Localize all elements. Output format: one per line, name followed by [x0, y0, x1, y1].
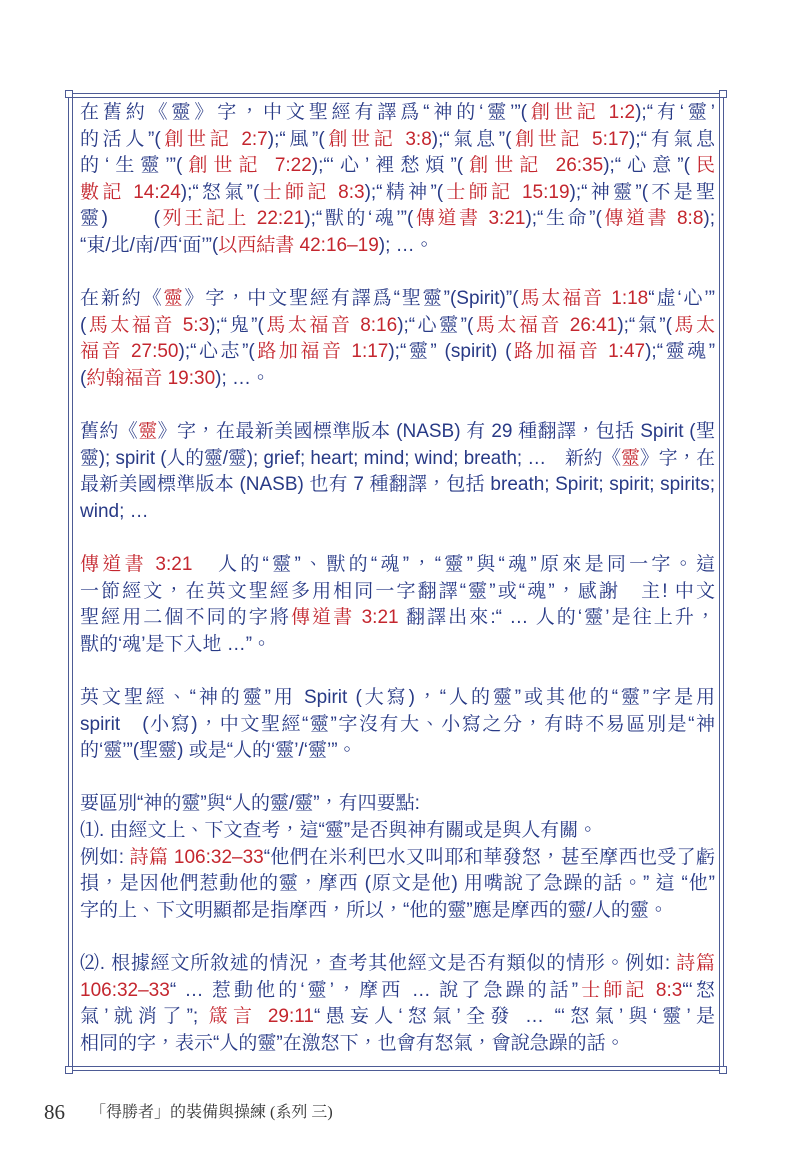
highlighted-text: 箴言 29:11 — [208, 1006, 314, 1028]
text-segment: );“氣息”( — [431, 128, 512, 150]
text-segment: );“怒氣”( — [180, 181, 260, 203]
highlighted-text: 靈 — [138, 421, 158, 443]
text-line — [80, 100, 715, 127]
text-segment: );“神靈”(不是聖 — [569, 181, 715, 203]
highlighted-text: 馬太 — [671, 314, 715, 336]
frame-corner-ornament-top-left — [66, 91, 73, 98]
paragraph-block — [80, 286, 715, 392]
text-line — [80, 871, 715, 898]
text-segment: ⑵. 根據經文所敘述的情況，查考其他經文是否有類似的情形。例如: — [80, 953, 677, 974]
text-segment: );“獸的‘魂’”( — [304, 208, 414, 230]
text-segment: );“有氣息 — [629, 128, 716, 150]
text-segment: “ … 惹動他的‘靈’，摩西 … 說了急躁的話” — [169, 979, 579, 1001]
frame-corner-ornament-bottom-left — [66, 1067, 73, 1074]
highlighted-text: 馬太福音 5:3 — [86, 314, 210, 336]
text-segment: 的活人”( — [80, 128, 161, 150]
text-segment: 損，是因他們惹動他的靈，摩西 (原文是他) 用嘴說了急躁的話。” 這 “他” — [80, 873, 715, 895]
highlighted-text: 詩篇 — [676, 953, 715, 974]
text-line — [80, 845, 715, 872]
highlighted-text: 士師記 8:3 — [259, 181, 365, 203]
highlighted-text: 馬太福音 26:41 — [473, 314, 618, 336]
text-segment: ⑴. 由經文上、下文查考，這“靈”是否與神有關或是與人有關。 — [80, 820, 598, 842]
text-line — [80, 1004, 715, 1031]
paragraph-block — [80, 818, 715, 845]
text-line — [80, 286, 715, 313]
text-segment: 人的“靈”、獸的“魂”，“靈”與“魂”原來是同一字。這 — [192, 554, 715, 576]
paragraph-block — [80, 951, 715, 1057]
highlighted-text: 士師記 15:19 — [443, 181, 570, 203]
text-segment: 翻譯出來:“ … 人的‘靈’是往上升， — [398, 607, 715, 629]
text-segment: “‘怒 — [682, 979, 715, 1001]
paragraph — [80, 791, 715, 924]
text-segment: );“心意”( — [603, 155, 690, 177]
text-line — [80, 313, 715, 340]
text-segment: );“心靈”( — [397, 314, 474, 336]
page-number: 86 — [44, 1100, 65, 1124]
text-line — [80, 632, 715, 659]
text-segment: 英文聖經、“神的靈”用 Spirit (大寫)，“人的靈”或其他的“靈”字是用 — [80, 687, 715, 709]
text-line — [80, 339, 715, 366]
text-segment: 聖經用二個不同的字將 — [80, 607, 291, 629]
highlighted-text: 靈 — [621, 447, 640, 469]
highlighted-text: 路加福音 1:17 — [254, 341, 389, 363]
highlighted-text: 民 — [689, 155, 715, 177]
text-segment: ); …。 — [378, 234, 434, 256]
text-segment: “愚妄人‘怒氣’全發 … “‘怒氣’與‘靈’是 — [314, 1006, 716, 1028]
text-segment: 要區別“神的靈”與“人的靈/靈”，有四要點: — [80, 793, 420, 815]
text-segment: );“‘心’裡愁煩”( — [311, 155, 464, 177]
text-line — [80, 605, 715, 632]
frame-corner-ornament-top-right — [720, 91, 727, 98]
page-text-body — [80, 100, 715, 1057]
highlighted-text: 創世記 2:7 — [160, 128, 268, 150]
text-segment: ); — [703, 208, 716, 230]
text-segment: 舊約《 — [80, 421, 139, 443]
highlighted-text: 創世記 26:35 — [463, 155, 604, 177]
highlighted-text: 數記 14:24 — [80, 181, 181, 203]
highlighted-text: 傳道書 3:21 — [290, 607, 399, 629]
text-line — [80, 951, 715, 978]
text-segment: );“靈魂” — [645, 341, 716, 363]
text-segment: “虛‘心’” — [648, 288, 715, 310]
highlighted-text: 創世記 1:2 — [527, 102, 636, 123]
highlighted-text: 創世記 3:8 — [324, 128, 432, 150]
highlighted-text: 士師記 8:3 — [578, 979, 683, 1001]
text-segment: 的‘生靈’”( — [80, 155, 183, 177]
text-segment: ( — [80, 367, 87, 389]
text-line — [80, 791, 715, 818]
text-line — [80, 712, 715, 739]
text-line — [80, 233, 715, 260]
text-segment: 的‘靈’”(聖靈) 或是“人的‘靈’/‘靈’”。 — [80, 740, 357, 762]
text-line — [80, 978, 715, 1005]
text-segment: 》字，中文聖經有譯爲“聖靈”(Spirit)”( — [184, 288, 519, 310]
highlighted-text: 列王記上 22:21 — [160, 208, 305, 230]
paragraph — [80, 685, 715, 765]
text-segment: 氣’就消了”; — [80, 1006, 209, 1028]
highlighted-text: 馬太福音 8:16 — [263, 314, 398, 336]
text-line — [80, 818, 715, 845]
text-segment: 例如: — [80, 846, 130, 868]
text-segment: 靈) ( — [80, 208, 160, 230]
text-segment: );“有‘靈’ — [635, 102, 715, 123]
frame-corner-ornament-bottom-right — [720, 1067, 727, 1074]
text-line — [80, 1031, 715, 1058]
highlighted-text: 馬太福音 1:18 — [518, 288, 649, 310]
paragraph — [80, 552, 715, 658]
highlighted-text: 以西結書 42:16–19 — [218, 234, 379, 256]
highlighted-text: 靈 — [163, 288, 185, 310]
text-line — [80, 366, 715, 393]
highlighted-text: 傳道書 3:21 — [413, 208, 526, 230]
text-line — [80, 419, 715, 446]
text-segment: );“精神”( — [364, 181, 444, 203]
highlighted-text: 創世記 5:17 — [511, 128, 630, 150]
text-segment: 靈); spirit (人的靈/靈); grief; heart; mind; wind; breath; … 新約《 — [80, 447, 622, 469]
text-line — [80, 153, 715, 180]
highlighted-text: 創世記 7:22 — [182, 155, 312, 177]
paragraph-block — [80, 845, 715, 925]
text-line — [80, 446, 715, 473]
text-line — [80, 499, 715, 526]
running-title: 「得勝者」的裝備與操練 (系列 三) — [90, 1104, 333, 1121]
paragraph-block — [80, 552, 715, 658]
paragraph-block — [80, 100, 715, 260]
text-segment: 》字，在 — [639, 447, 715, 469]
text-segment: 在舊約《靈》字，中文聖經有譯爲“神的‘靈’”( — [80, 102, 527, 123]
highlighted-text: 106:32–33 — [80, 979, 170, 1001]
text-segment: );“生命”( — [525, 208, 602, 230]
highlighted-text: 福音 27:50 — [80, 341, 179, 363]
text-segment: 字的上、下文明顯都是指摩西，所以，“他的靈”應是摩西的靈/人的靈。 — [80, 899, 668, 921]
text-line — [80, 552, 715, 579]
highlighted-text: 傳道書 8:8 — [601, 208, 704, 230]
paragraph — [80, 951, 715, 1057]
text-segment: );“靈” (spirit) ( — [388, 341, 512, 363]
text-segment: 》字，在最新美國標準版本 (NASB) 有 29 種翻譯，包括 Spirit (聖 — [157, 421, 715, 443]
text-line — [80, 206, 715, 233]
paragraph — [80, 286, 715, 392]
text-segment: “東/北/南/西‘面’”( — [80, 234, 219, 256]
text-line — [80, 898, 715, 925]
text-segment: 在新約《 — [80, 288, 164, 310]
text-segment: 最新美國標準版本 (NASB) 也有 7 種翻譯，包括 breath; Spirit; spirit; spirits; — [80, 474, 715, 496]
text-segment: );“風”( — [267, 128, 325, 150]
paragraph — [80, 100, 715, 260]
highlighted-text: 詩篇 106:32–33 — [129, 846, 264, 868]
text-segment: 一節經文，在英文聖經多用相同一字翻譯“靈”或“魂”，感謝 主! 中文 — [80, 580, 715, 602]
text-segment: 獸的‘魂’是下入地 …”。 — [80, 633, 272, 655]
text-line — [80, 579, 715, 606]
text-segment: );“氣”( — [617, 314, 672, 336]
paragraph-block — [80, 791, 715, 818]
text-segment: );“鬼”( — [209, 314, 264, 336]
text-line — [80, 685, 715, 712]
text-segment: wind; … — [80, 500, 149, 522]
highlighted-text: 約翰福音 19:30 — [86, 367, 216, 389]
text-segment: ( — [80, 314, 87, 336]
text-segment: 相同的字，表示“人的靈”在激怒下，也會有怒氣，會說急躁的話。 — [80, 1032, 625, 1054]
highlighted-text: 傳道書 3:21 — [80, 554, 193, 576]
text-line — [80, 127, 715, 154]
text-segment: );“心志”( — [178, 341, 255, 363]
text-segment: ); …。 — [215, 367, 271, 389]
paragraph — [80, 419, 715, 525]
paragraph-block — [80, 419, 715, 525]
text-segment: spirit (小寫)，中文聖經“靈”字沒有大、小寫之分，有時不易區別是“神 — [80, 713, 715, 735]
text-line — [80, 472, 715, 499]
text-line — [80, 738, 715, 765]
paragraph-block — [80, 685, 715, 765]
text-segment: “他們在米利巴水又叫耶和華發怒，甚至摩西也受了虧 — [263, 846, 715, 868]
text-line — [80, 180, 715, 207]
highlighted-text: 路加福音 1:47 — [511, 341, 646, 363]
